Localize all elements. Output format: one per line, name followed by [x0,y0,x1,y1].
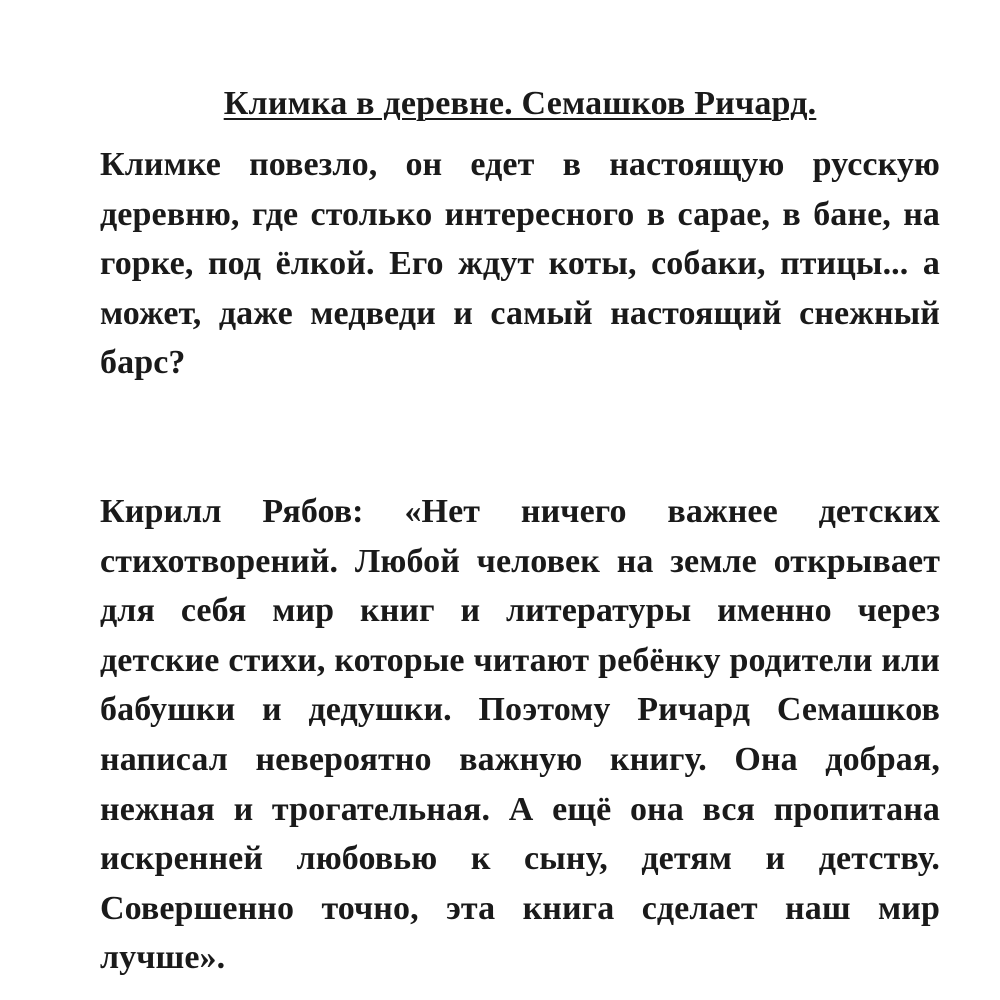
review-quote: Кирилл Рябов: «Нет ничего важнее детских стихотворений. Любой человек на земле открывает для себя мир книг и литературы именно через детские стихи, которые читают ребёнку родители или бабушки и дедушки. Поэтому Ричард Семашков написал невероятно важную книгу. Она добрая, нежная и трогательная. А ещё она вся пропитана искренней любовью к сыну, детям и детству. Совершенно точно, эта книга сделает наш мир лучше». [100,492,940,977]
document-page [100,84,940,983]
page-title: Климка в деревне. Семашков Ричард. [223,85,817,122]
book-description: Климке повезло, он едет в настоящую русскую деревню, где столько интересного в сарае, в бане, на горке, под ёлкой. Его ждут коты, собаки, птицы... а может, даже медведи и самый настоящий снежный барс? [100,146,940,382]
paragraph-spacer [100,388,940,487]
